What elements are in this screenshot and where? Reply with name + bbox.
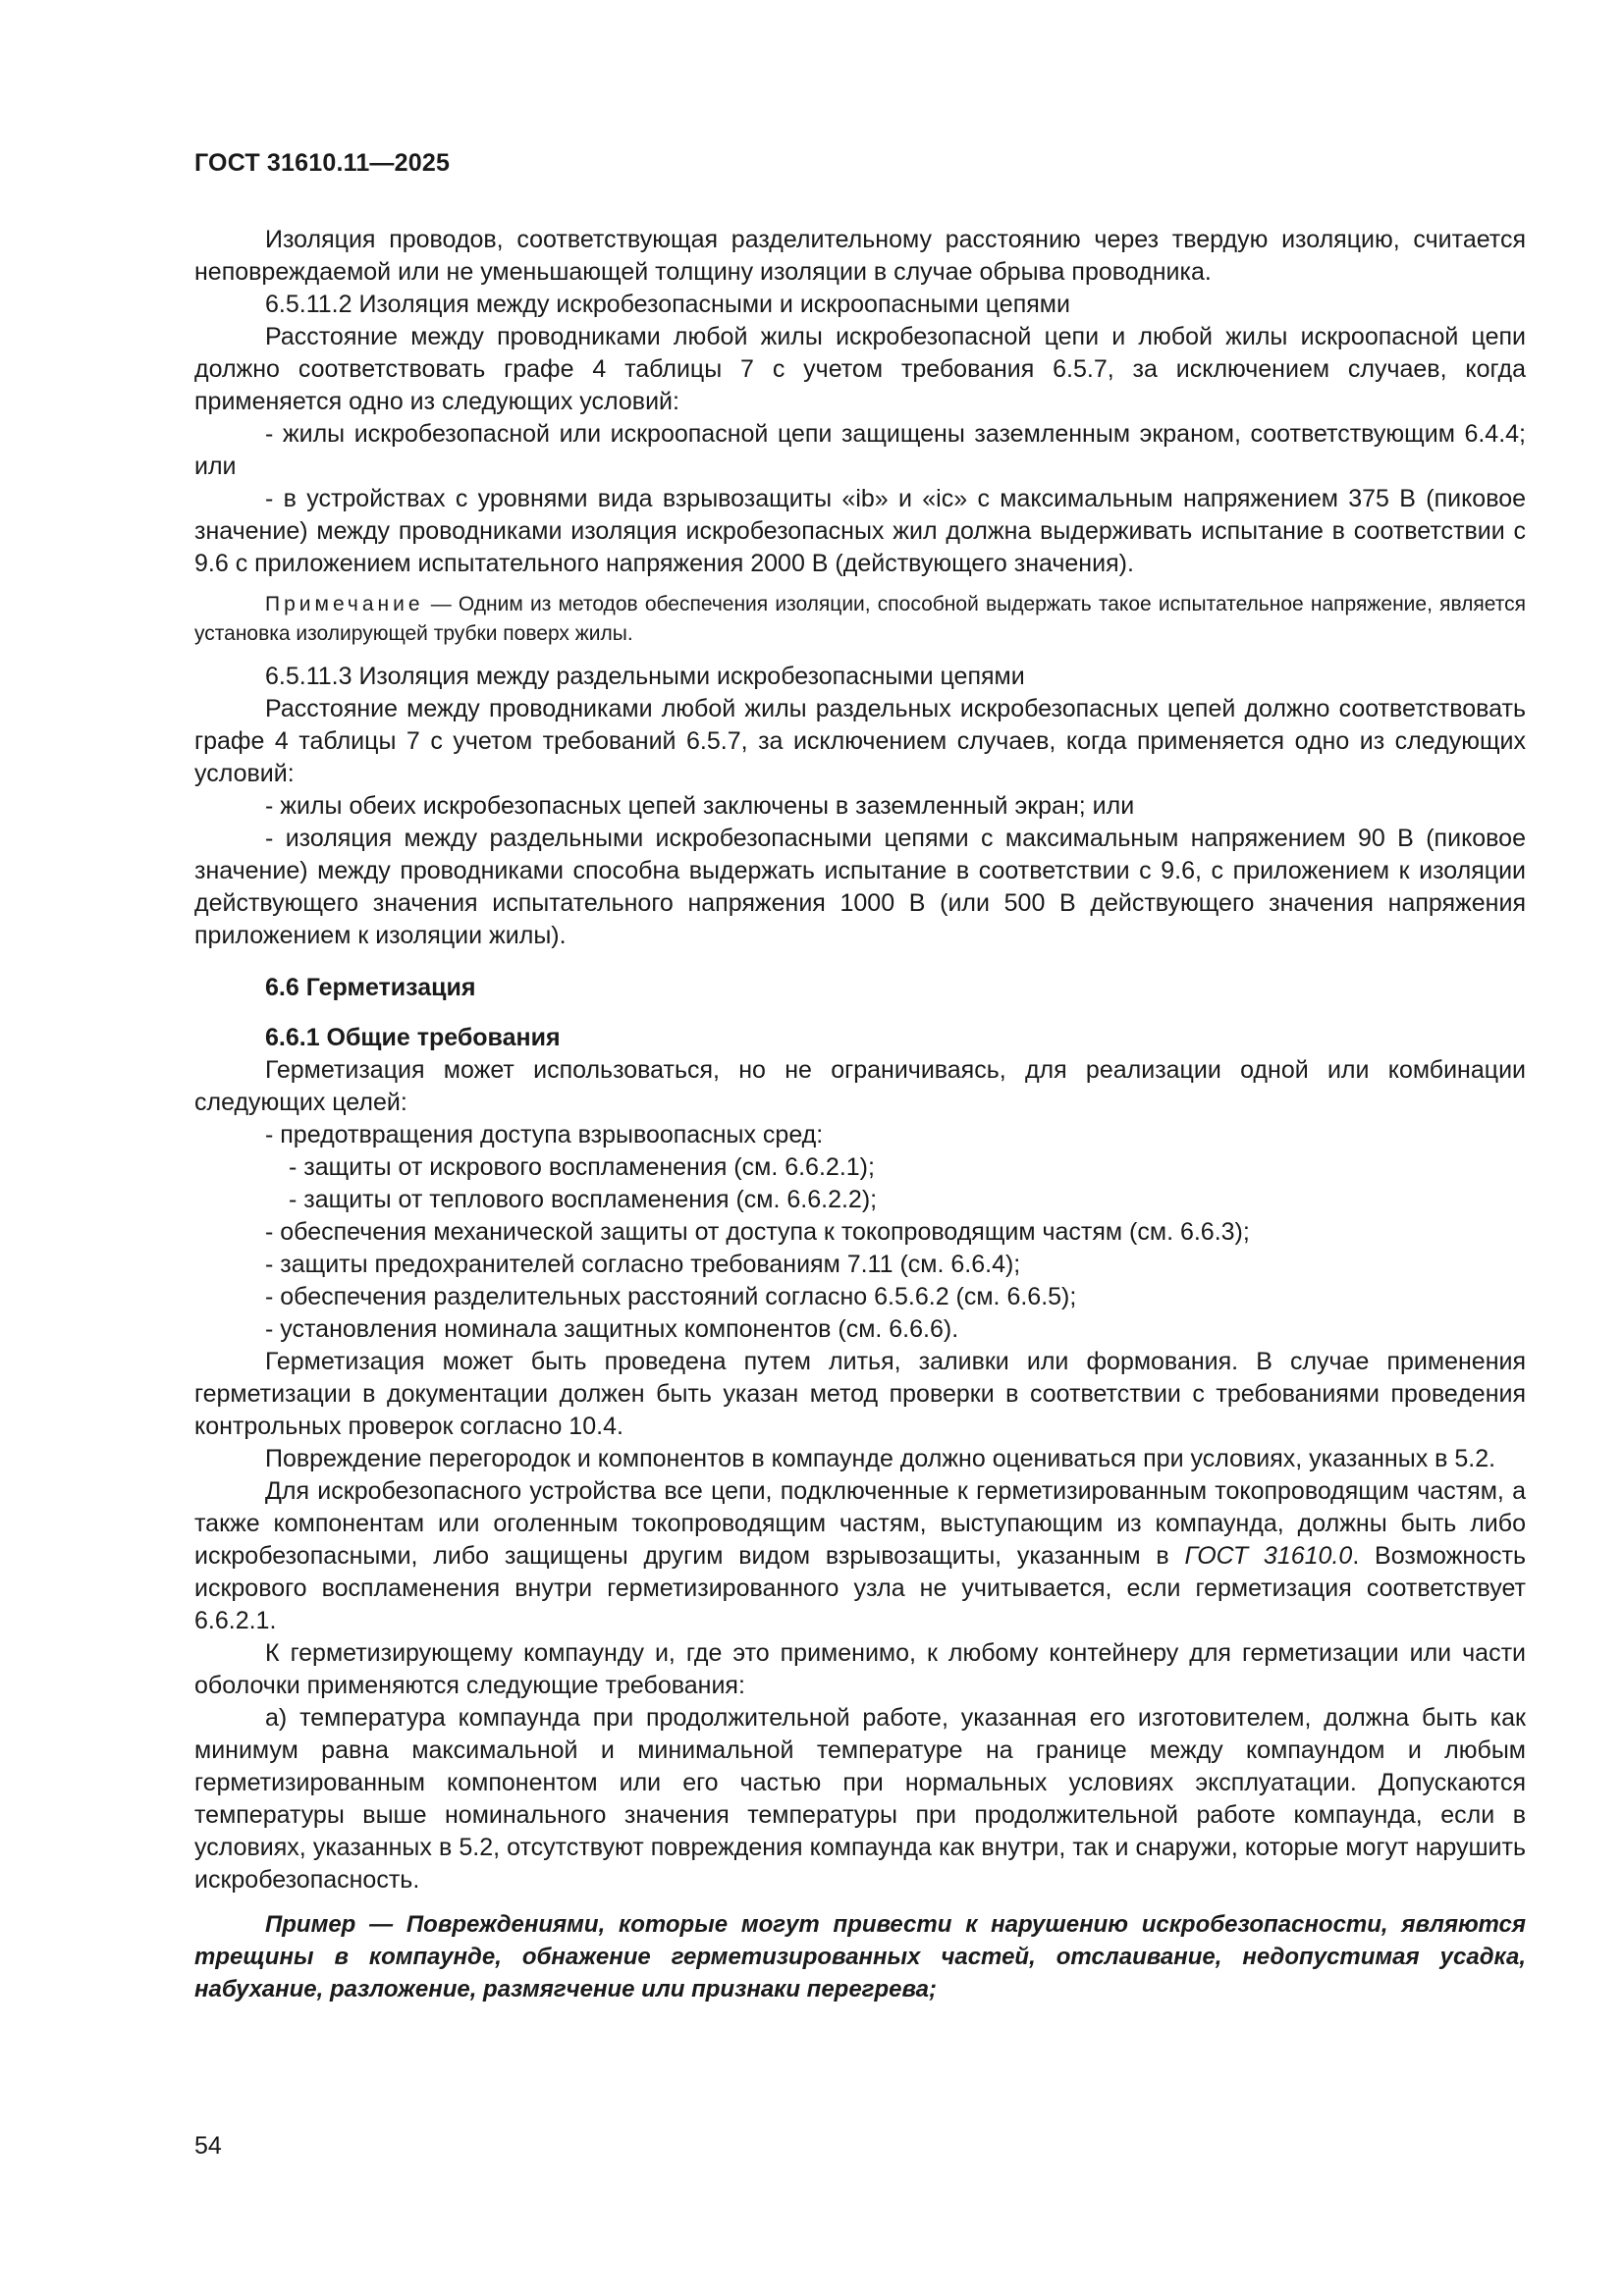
list-item: - обеспечения разделительных расстояний согласно 6.5.6.2 (см. 6.6.5); xyxy=(265,1283,1077,1310)
paragraph: Герметизация может использоваться, но не ограничиваясь, для реализации одной или комбинации следующих целей: xyxy=(194,1056,1526,1116)
paragraph: К герметизирующему компаунду и, где это применимо, к любому контейнеру для герметизации или части оболочки применяются следующие требования: xyxy=(194,1639,1526,1699)
page-number: 54 xyxy=(194,2132,222,2160)
list-item: - обеспечения механической защиты от доступа к токопроводящим частям (см. 6.6.3); xyxy=(265,1218,1250,1246)
list-item: - жилы искробезопасной или искроопасной цепи защищены заземленным экраном, соответствующим 6.4.4; или xyxy=(194,420,1526,480)
clause-6-5-11-3: 6.5.11.3 Изоляция между раздельными искробезопасными цепями xyxy=(265,663,1025,690)
clause-6-5-11-2: 6.5.11.2 Изоляция между искробезопасными и искроопасными цепями xyxy=(265,291,1070,318)
note-text: — Одним из методов обеспечения изоляции, способной выдержать такое испытательное напряжение, является установка изолирующей трубки поверх жилы. xyxy=(194,593,1526,645)
paragraph-text: Для искробезопасного устройства все цепи, подключенные к герметизированным токопроводящим частям, а также компонентам или оголенным токопроводящим частям, выступающим из компаунда, должны быть либо искробезопасными, либо защищены другим видом взрывозащиты, указанным в xyxy=(194,1477,1526,1570)
sub-list-item: - защиты от искрового воспламенения (см. 6.6.2.1); xyxy=(289,1153,875,1181)
document-body xyxy=(194,224,1526,2005)
list-item: - жилы обеих искробезопасных цепей заключены в заземленный экран; или xyxy=(265,792,1135,820)
section-heading-6-6-1: 6.6.1 Общие требования xyxy=(265,1024,561,1051)
list-item: - установления номинала защитных компонентов (см. 6.6.6). xyxy=(265,1315,959,1343)
paragraph-text: . Возможность искрового воспламенения внутри герметизированного узла не учитывается, если герметизация соответствует 6.6.2.1. xyxy=(194,1542,1527,1634)
paragraph: Изоляция проводов, соответствующая разделительному расстоянию через твердую изоляцию, считается неповреждаемой или не уменьшающей толщину изоляции в случае обрыва проводника. xyxy=(194,226,1526,286)
sub-list-item: - защиты от теплового воспламенения (см. 6.6.2.2); xyxy=(289,1186,878,1213)
paragraph: Герметизация может быть проведена путем литья, заливки или формования. В случае применения герметизации в документации должен быть указан метод проверки в соответствии с требованиями проведения контрольных проверок согласно 10.4. xyxy=(194,1348,1526,1440)
paragraph: а) температура компаунда при продолжительной работе, указанная его изготовителем, должна быть как минимум равна максимальной и минимальной температуре на границе между компаундом и любым герметизированным компонентом или его частью при нормальных условиях эксплуатации. Допускаются температуры выше номинального значения температуры при продолжительной работе компаунда, если в условиях, указанных в 5.2, отсутствуют повреждения компаунда как внутри, так и снаружи, которые могут нарушить искробезопасность. xyxy=(194,1704,1526,1894)
list-item: - предотвращения доступа взрывоопасных сред: xyxy=(265,1121,824,1148)
document-header: ГОСТ 31610.11—2025 xyxy=(194,149,451,177)
example: Пример — Повреждениями, которые могут привести к нарушению искробезопасности, являются трещины в компаунде, обнажение герметизированных частей, отслаивание, недопустимая усадка, набухание, разложение, размягчение или признаки перегрева; xyxy=(194,1911,1526,2002)
list-item: - в устройствах с уровнями вида взрывозащиты «ib» и «ic» с максимальным напряжением 375 В (пиковое значение) между проводниками изоляция искробезопасных жил должна выдерживать испытание в соответствии с 9.6 с приложением испытательного напряжения 2000 В (действующего значения). xyxy=(194,485,1526,577)
standard-reference: ГОСТ 31610.0 xyxy=(1184,1542,1353,1570)
paragraph: Расстояние между проводниками любой жилы раздельных искробезопасных цепей должно соответствовать графе 4 таблицы 7 с учетом требований 6.5.7, за исключением случаев, когда применяется одно из следующих условий: xyxy=(194,695,1526,787)
list-item: - изоляция между раздельными искробезопасными цепями с максимальным напряжением 90 В (пиковое значение) между проводниками способна выдержать испытание в соответствии с 9.6, с приложением к изоляции действующего значения испытательного напряжения 1000 В (или 500 В действующего значения напряжения приложением к изоляции жилы). xyxy=(194,825,1526,949)
paragraph: Расстояние между проводниками любой жилы искробезопасной цепи и любой жилы искроопасной цепи должно соответствовать графе 4 таблицы 7 с учетом требования 6.5.7, за исключением случаев, когда применяется одно из следующих условий: xyxy=(194,323,1526,415)
section-heading-6-6: 6.6 Герметизация xyxy=(265,974,476,1001)
note xyxy=(194,590,1526,649)
paragraph: Повреждение перегородок и компонентов в компаунде должно оцениваться при условиях, указанных в 5.2. xyxy=(265,1445,1496,1472)
note-label: Примечание xyxy=(265,593,424,615)
paragraph xyxy=(194,1475,1526,1637)
list-item: - защиты предохранителей согласно требованиям 7.11 (см. 6.6.4); xyxy=(265,1251,1021,1278)
